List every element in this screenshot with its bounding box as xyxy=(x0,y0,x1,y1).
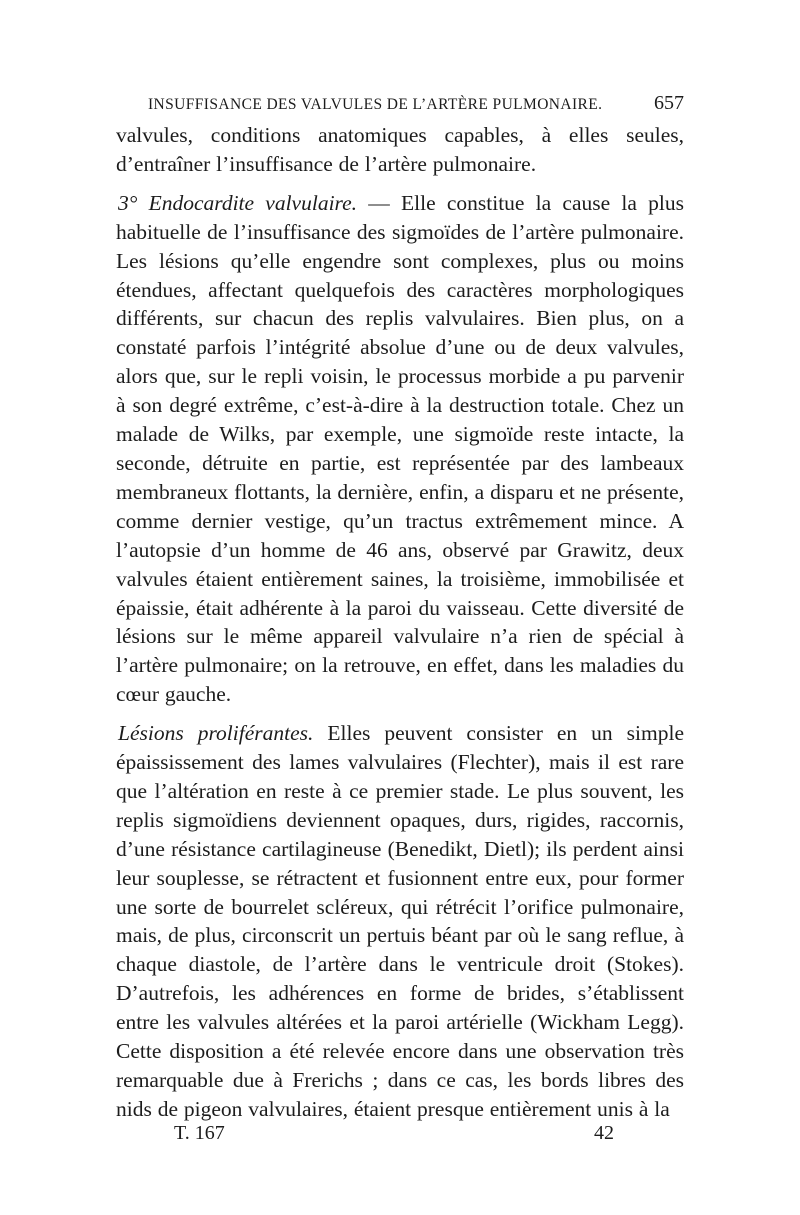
page-footer xyxy=(174,1122,614,1145)
page-number: 657 xyxy=(654,92,684,114)
running-head xyxy=(116,92,684,115)
body-text xyxy=(116,121,684,1124)
paragraph-endocardite-text: — Elle constitue la cause la plus habituelle de l’insuffisance des sigmoïdes de l’artère pulmonaire. Les lésions qu’elle engendre sont complexes, plus ou moins étendues, affectant quelquefois des caractères morphologiques différents, sur chacun des replis valvulaires. Bien plus, on a constaté parfois l’intégrité absolue d’une ou de deux valvules, alors que, sur le repli voisin, le processus morbide a pu parvenir à son degré extrême, c’est-à-dire à la destruction totale. Chez un malade de Wilks, par exemple, une sigmoïde reste intacte, la seconde, détruite en partie, est représentée par des lambeaux membraneux flottants, la dernière, enfin, a disparu et ne présente, comme dernier vestige, qu’un tractus extrêmement mince. A l’autopsie d’un homme de 46 ans, observé par Grawitz, deux valvules étaient entièrement saines, la troisième, immobilisée et épaissie, était adhérente à la paroi du vaisseau. Cette diversité de lésions sur le même appareil valvulaire n’a rien de spécial à l’artère pulmonaire; on la retrouve, en effet, dans les maladies du cœur gauche. xyxy=(116,190,684,707)
document-page xyxy=(116,92,684,1124)
running-title: INSUFFISANCE DES VALVULES DE L’ARTÈRE PULMONAIRE. xyxy=(148,96,603,113)
section-heading-lesions: Lésions proliférantes. xyxy=(118,721,314,746)
paragraph-endocardite xyxy=(116,189,684,709)
paragraph-lesions-text: Elles peuvent consister en un simple épaississement des lames valvulaires (Flechter), mais il est rare que l’altération en reste à ce premier stade. Le plus souvent, les replis sigmoïdiens deviennent opaques, durs, rigides, raccornis, d’une résistance cartilagineuse (Benedikt, Dietl); ils perdent ainsi leur souplesse, se rétractent et fusionnent entre eux, pour former une sorte de bourrelet scléreux, qui rétrécit l’orifice pulmonaire, mais, de plus, circonscrit un pertuis béant par où le sang reflue, à chaque diastole, de l’artère dans le ventricule droit (Stokes). D’autrefois, les adhérences en forme de brides, s’établissent entre les valvules altérées et la paroi artérielle (Wickham Legg). Cette disposition a été relevée encore dans une observation très remarquable due à Frerichs ; dans ce cas, les bords libres des nids de pigeon valvulaires, étaient presque entièrement unis à la xyxy=(116,721,684,1121)
section-heading-endocardite: 3° Endocardite valvulaire. xyxy=(118,190,358,215)
volume-mark: T. 167 xyxy=(174,1122,225,1144)
paragraph-continuation: valvules, conditions anatomiques capables, à elles seules, d’entraîner l’insuffisance de l’artère pulmonaire. xyxy=(116,123,684,176)
paragraph-lesions xyxy=(116,719,684,1124)
signature-mark: 42 xyxy=(594,1122,614,1144)
